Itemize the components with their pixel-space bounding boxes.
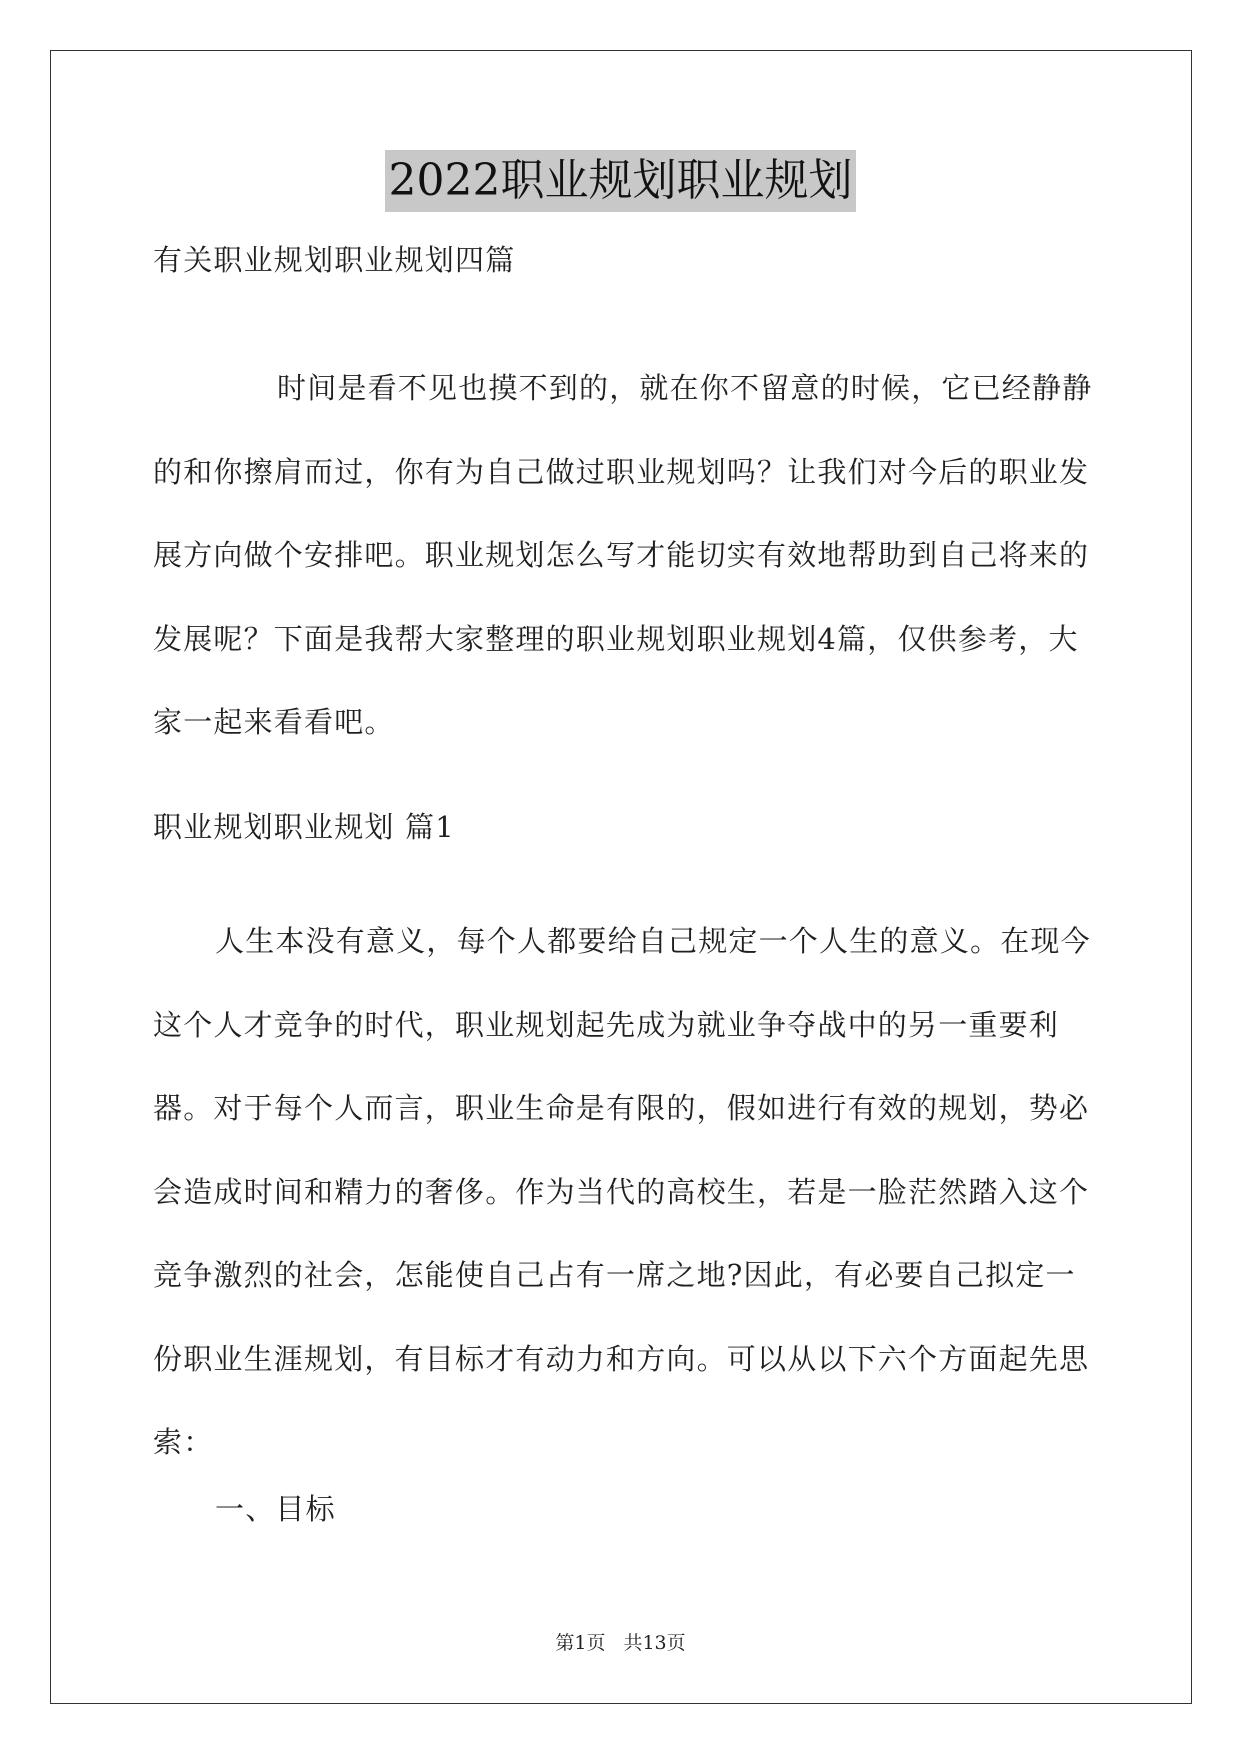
section-paragraph <box>153 900 1093 1485</box>
title-container <box>0 150 1241 212</box>
section-paragraph-text: 人生本没有意义，每个人都要给自己规定一个人生的意义。在现今这个人才竞争的时代，职业规划起先成为就业争夺战中的另一重要利器。对于每个人而言，职业生命是有限的，假如进行有效的规划，势必会造成时间和精力的奢侈。作为当代的高校生，若是一脸茫然踏入这个竞争激烈的社会，怎能使自己占有一席之地?因此，有必要自己拟定一份职业生涯规划，有目标才有动力和方向。可以从以下六个方面起先思索： <box>153 924 1091 1459</box>
list-heading: 一、目标 <box>215 1492 336 1526</box>
intro-paragraph-text: 时间是看不见也摸不到的，就在你不留意的时候，它已经静静的和你擦肩而过，你有为自己做过职业规划吗？让我们对今后的职业发展方向做个安排吧。职业规划怎么写才能切实有效地帮助到自己将来的发展呢？下面是我帮大家整理的职业规划职业规划4篇，仅供参考，大家一起来看看吧。 <box>153 371 1093 739</box>
document-subtitle: 有关职业规划职业规划四篇 <box>153 243 516 277</box>
document-title: 2022职业规划职业规划 <box>385 150 857 212</box>
page-footer <box>0 1628 1241 1655</box>
section-heading: 职业规划职业规划 篇1 <box>153 810 455 844</box>
page-total: 共13页 <box>623 1632 686 1654</box>
intro-paragraph <box>153 347 1093 765</box>
page-number: 第1页 <box>555 1632 606 1654</box>
